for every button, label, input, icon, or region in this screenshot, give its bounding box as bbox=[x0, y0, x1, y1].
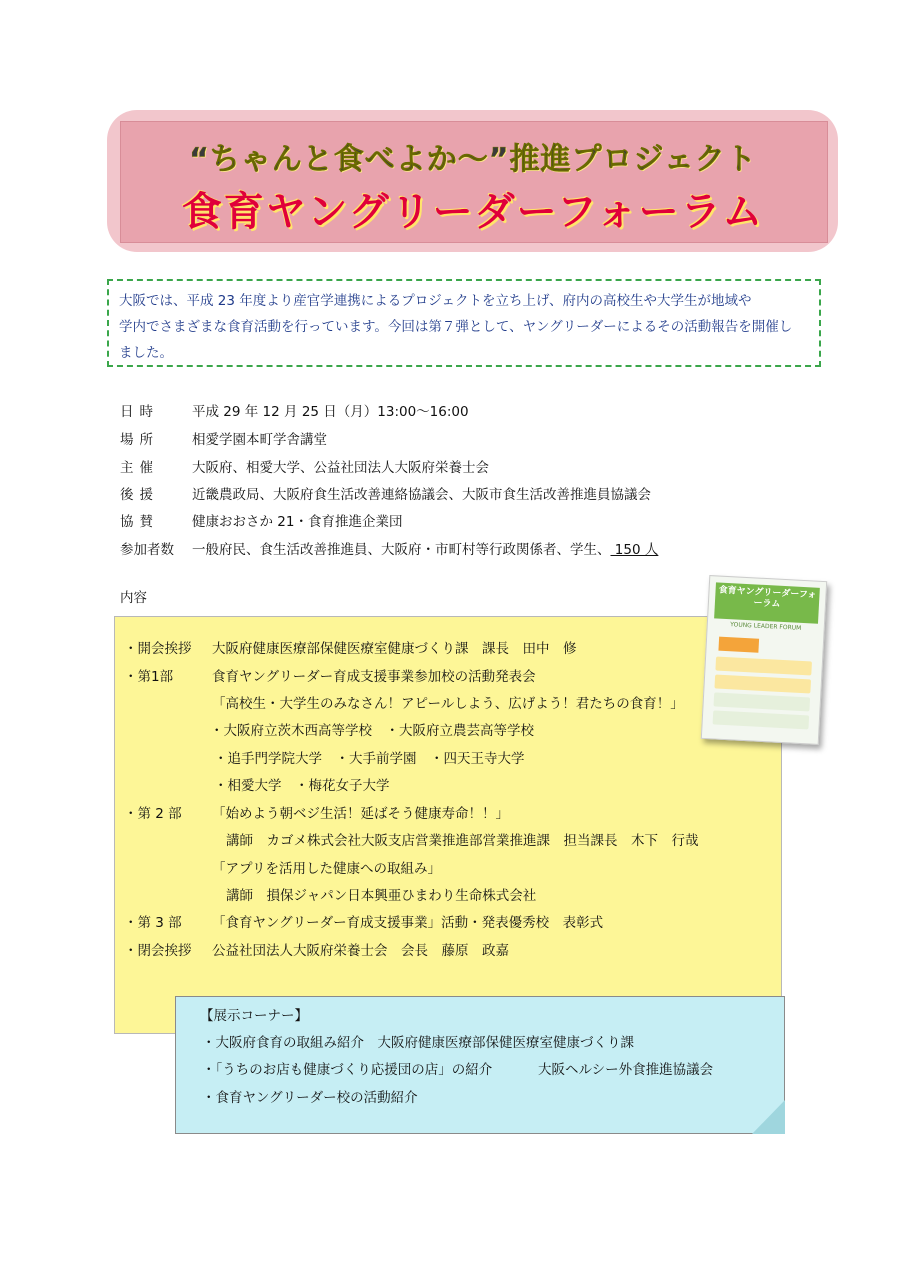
flyer-title: 食育ヤングリーダーフォーラム bbox=[714, 582, 820, 623]
intro-line: ました。 bbox=[119, 345, 173, 361]
exhibit-heading: 【展示コーナー】 bbox=[200, 1008, 308, 1024]
content-heading: 内容 bbox=[120, 590, 147, 606]
info-label: 主催 bbox=[120, 460, 159, 476]
info-value: 一般府民、食生活改善推進員、大阪府・市町村等行政関係者、学生、 bbox=[192, 542, 611, 558]
info-label: 後援 bbox=[120, 487, 159, 503]
intro-line: 大阪では、平成 23 年度より産官学連携によるプロジェクトを立ち上げ、府内の高校生や大学生が地域や bbox=[119, 293, 752, 309]
exhibit-item: ・食育ヤングリーダー校の活動紹介 bbox=[202, 1090, 418, 1106]
closing-label: ・閉会挨拶 bbox=[124, 943, 192, 959]
info-label: 協賛 bbox=[120, 514, 159, 530]
opening-label: ・開会挨拶 bbox=[124, 641, 192, 657]
flyer-block bbox=[714, 692, 811, 711]
part2-title: 「始めよう朝ベジ生活！延ばそう健康寿命！！」 bbox=[212, 806, 509, 822]
info-place bbox=[120, 428, 327, 448]
intro-box bbox=[107, 279, 821, 367]
exhibit-item: ・大阪府食育の取組み紹介 大阪府健康医療部保健医療室健康づくり課 bbox=[202, 1035, 634, 1051]
part1-title: 食育ヤングリーダー育成支援事業参加校の活動発表会 bbox=[212, 669, 536, 685]
part2-title: 「アプリを活用した健康への取組み」 bbox=[212, 861, 441, 877]
info-host bbox=[120, 456, 489, 476]
flyer-subtitle: YOUNG LEADER FORUM bbox=[730, 621, 802, 632]
flyer-image bbox=[701, 575, 827, 745]
part1-schools: ・大阪府立茨木西高等学校 ・大阪府立農芸高等学校 bbox=[210, 723, 534, 739]
info-value: 平成 29 年 12 月 25 日（月）13:00～16:00 bbox=[192, 404, 469, 420]
info-value: 大阪府、相愛大学、公益社団法人大阪府栄養士会 bbox=[192, 460, 489, 476]
part1-label: ・第1部 bbox=[124, 669, 174, 685]
info-value: 相愛学園本町学舎講堂 bbox=[192, 432, 327, 448]
flyer-block bbox=[714, 674, 811, 693]
exhibit-item-org: 大阪ヘルシー外食推進協議会 bbox=[538, 1062, 714, 1078]
intro-line: 学内でさまざまな食育活動を行っています。今回は第７弾として、ヤングリーダーによるその活動報告を開催し bbox=[119, 319, 793, 335]
info-support bbox=[120, 483, 651, 503]
part1-schools: ・追手門学院大学 ・大手前学園 ・四天王寺大学 bbox=[214, 751, 525, 767]
info-label: 参加者数 bbox=[120, 542, 174, 558]
forum-title: 食育ヤングリーダーフォーラム bbox=[181, 189, 765, 235]
project-title: “ちゃんと食べよか～”推進プロジェクト bbox=[189, 142, 757, 177]
info-label: 場所 bbox=[120, 432, 159, 448]
info-participants bbox=[120, 538, 658, 558]
opening-value: 大阪府健康医療部保健医療室健康づくり課 課長 田中 修 bbox=[212, 641, 577, 657]
closing-value: 公益社団法人大阪府栄養士会 会長 藤原 政嘉 bbox=[212, 943, 509, 959]
flyer-block bbox=[713, 710, 810, 729]
info-date bbox=[120, 400, 469, 420]
participants-count: 150 人 bbox=[610, 542, 659, 558]
info-value: 近畿農政局、大阪府食生活改善連絡協議会、大阪市食生活改善推進員協議会 bbox=[192, 487, 651, 503]
part2-label: ・第 2 部 bbox=[124, 806, 182, 822]
info-sponsor bbox=[120, 510, 402, 530]
flyer-block bbox=[715, 656, 812, 675]
part1-theme: 「高校生・大学生のみなさん！アピールしよう、広げよう！君たちの食育！」 bbox=[212, 696, 684, 712]
part3-label: ・第 3 部 bbox=[124, 915, 182, 931]
flyer-date-block bbox=[718, 637, 759, 653]
part1-schools: ・相愛大学 ・梅花女子大学 bbox=[214, 778, 390, 794]
part2-speaker: 講師 カゴメ株式会社大阪支店営業推進部営業推進課 担当課長 木下 行哉 bbox=[226, 833, 699, 849]
exhibit-item: ・「うちのお店も健康づくり応援団の店」の紹介 bbox=[202, 1062, 493, 1078]
info-label: 日時 bbox=[120, 404, 159, 420]
info-value: 健康おおさか 21・食育推進企業団 bbox=[192, 514, 403, 530]
part2-speaker: 講師 損保ジャパン日本興亜ひまわり生命株式会社 bbox=[226, 888, 537, 904]
part3-value: 「食育ヤングリーダー育成支援事業」活動・発表優秀校 表彰式 bbox=[212, 915, 604, 931]
